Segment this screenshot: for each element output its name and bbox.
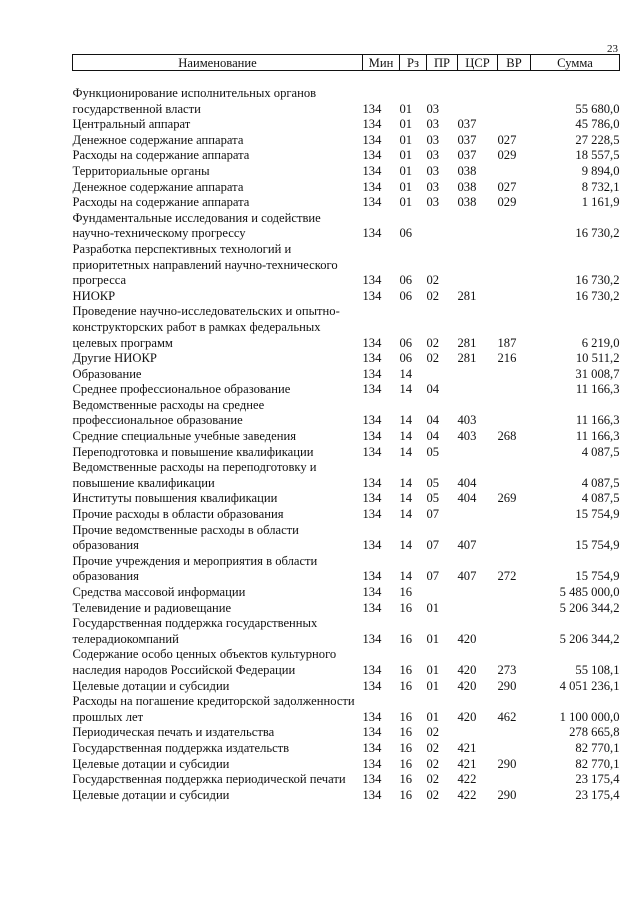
cell-sum: 4 051 236,1 xyxy=(559,678,620,693)
cell-sum: 8 732,1 xyxy=(581,179,620,194)
cell-csr: 281 xyxy=(457,351,477,366)
cell-rz: 16 xyxy=(399,772,413,787)
cell-sum: 16 730,2 xyxy=(575,273,620,288)
cell-rz: 16 xyxy=(399,756,413,771)
cell-pr: 04 xyxy=(426,413,440,428)
cell-vr xyxy=(498,725,531,741)
cell-rz: 06 xyxy=(399,273,413,288)
cell-min: 134 xyxy=(362,288,382,303)
cell-sum: 5 206 344,2 xyxy=(559,631,620,646)
cell-sum: 11 166,3 xyxy=(575,382,620,397)
cell-pr: 02 xyxy=(426,740,440,755)
cell-min: 134 xyxy=(362,413,382,428)
cell-name: Средства массовой информации xyxy=(72,585,246,599)
cell-sum: 16 730,2 xyxy=(575,226,620,241)
table-row xyxy=(73,554,620,585)
cell-name: Государственная поддержка периодической печати xyxy=(72,772,346,787)
table-row xyxy=(73,788,620,804)
cell-pr: 01 xyxy=(426,600,440,615)
cell-pr: 02 xyxy=(426,772,440,787)
cell-vr: 029 xyxy=(497,195,517,210)
cell-vr xyxy=(498,117,531,133)
cell-min: 134 xyxy=(362,366,382,381)
cell-sum: 55 680,0 xyxy=(575,101,620,116)
cell-pr: 02 xyxy=(426,288,440,303)
cell-vr xyxy=(498,445,531,461)
cell-vr xyxy=(498,367,531,383)
cell-pr: 07 xyxy=(426,569,440,584)
table-row xyxy=(73,148,620,164)
cell-vr xyxy=(498,616,531,647)
cell-min: 134 xyxy=(362,740,382,755)
cell-pr: 07 xyxy=(426,538,440,553)
cell-pr: 03 xyxy=(426,195,440,210)
cell-min: 134 xyxy=(362,709,382,724)
cell-rz: 14 xyxy=(399,475,413,490)
cell-name: Ведомственные расходы на переподготовку и повышение квалификации xyxy=(72,460,317,490)
cell-vr xyxy=(498,289,531,305)
cell-vr xyxy=(498,242,531,289)
cell-vr: 272 xyxy=(497,569,517,584)
cell-pr xyxy=(427,211,458,242)
cell-name: Институты повышения квалификации xyxy=(72,491,278,506)
table-row xyxy=(73,86,620,117)
cell-pr: 02 xyxy=(426,335,440,350)
table-row xyxy=(73,445,620,461)
table-row xyxy=(73,351,620,367)
cell-min: 134 xyxy=(362,382,382,397)
column-header-rz: Рз xyxy=(400,55,427,71)
table-row xyxy=(73,460,620,491)
cell-sum: 16 730,2 xyxy=(575,288,620,303)
cell-rz: 01 xyxy=(399,132,413,147)
cell-min: 134 xyxy=(362,585,382,599)
cell-name: Ведомственные расходы на среднее профессиональное образование xyxy=(72,397,265,428)
cell-sum: 55 108,1 xyxy=(575,662,620,677)
cell-sum: 10 511,2 xyxy=(575,351,620,366)
table-row xyxy=(73,211,620,242)
table-row xyxy=(73,117,620,133)
cell-csr: 038 xyxy=(457,163,477,178)
cell-csr xyxy=(458,601,498,617)
cell-name: Центральный аппарат xyxy=(72,117,191,132)
cell-name: Целевые дотации и субсидии xyxy=(72,678,230,693)
cell-pr: 03 xyxy=(426,117,440,132)
table-row xyxy=(73,367,620,383)
cell-sum: 5 206 344,2 xyxy=(559,600,620,615)
cell-min: 134 xyxy=(362,756,382,771)
table-row xyxy=(73,491,620,507)
cell-name: Расходы на погашение кредиторской задолженности прошлых лет xyxy=(72,694,355,724)
cell-rz: 14 xyxy=(399,538,413,553)
cell-sum: 1 100 000,0 xyxy=(559,709,620,724)
cell-vr xyxy=(498,460,531,491)
cell-pr: 03 xyxy=(426,148,440,163)
cell-rz: 16 xyxy=(399,678,413,693)
column-header-vr: ВР xyxy=(498,55,531,71)
cell-min: 134 xyxy=(362,351,382,366)
cell-pr: 03 xyxy=(426,163,440,178)
cell-csr xyxy=(458,445,498,461)
cell-rz: 14 xyxy=(399,569,413,584)
cell-csr: 281 xyxy=(457,288,477,303)
cell-name: Переподготовка и повышение квалификации xyxy=(72,444,314,459)
table-row xyxy=(73,585,620,601)
column-header-min: Мин xyxy=(363,55,400,71)
cell-pr: 01 xyxy=(426,709,440,724)
cell-rz: 16 xyxy=(399,709,413,724)
cell-sum: 45 786,0 xyxy=(575,117,620,132)
cell-vr: 290 xyxy=(497,756,517,771)
cell-min: 134 xyxy=(362,335,382,350)
cell-vr xyxy=(498,585,531,601)
cell-sum: 15 754,9 xyxy=(575,507,620,522)
cell-csr: 281 xyxy=(457,335,477,350)
cell-name: Функционирование исполнительных органов государственной власти xyxy=(72,86,317,116)
cell-csr xyxy=(458,507,498,523)
cell-rz: 14 xyxy=(399,366,413,381)
cell-name: Территориальные органы xyxy=(72,163,210,178)
cell-name: Государственная поддержка издательств xyxy=(72,740,290,755)
column-header-pr: ПР xyxy=(427,55,458,71)
cell-name: Расходы на содержание аппарата xyxy=(72,195,250,210)
cell-sum: 82 770,1 xyxy=(575,756,620,771)
cell-csr: 420 xyxy=(457,709,477,724)
cell-vr: 027 xyxy=(497,132,517,147)
cell-min: 134 xyxy=(362,179,382,194)
cell-min: 134 xyxy=(362,132,382,147)
cell-min: 134 xyxy=(362,163,382,178)
cell-csr: 038 xyxy=(457,179,477,194)
table-row xyxy=(73,679,620,695)
cell-name: Среднее профессиональное образование xyxy=(72,382,291,397)
cell-name: Целевые дотации и субсидии xyxy=(72,756,230,771)
table-row xyxy=(73,382,620,398)
column-header-csr: ЦСР xyxy=(458,55,498,71)
cell-csr xyxy=(458,585,498,601)
cell-rz: 01 xyxy=(399,163,413,178)
cell-pr: 02 xyxy=(426,351,440,366)
cell-name: Фундаментальные исследования и содействие научно-техническому прогрессу xyxy=(72,210,321,241)
table-row xyxy=(73,694,620,725)
cell-vr: 216 xyxy=(497,351,517,366)
cell-min: 134 xyxy=(362,117,382,132)
table-row xyxy=(73,616,620,647)
cell-sum: 23 175,4 xyxy=(575,787,620,802)
table-row xyxy=(73,647,620,678)
header-spacer xyxy=(73,71,620,87)
table-row xyxy=(73,429,620,445)
cell-min: 134 xyxy=(362,600,382,615)
table-row xyxy=(73,289,620,305)
cell-name: Прочие ведомственные расходы в области образования xyxy=(72,522,299,553)
table-body xyxy=(73,71,620,804)
cell-sum: 278 665,8 xyxy=(569,725,620,740)
cell-pr: 04 xyxy=(426,429,440,444)
cell-csr: 403 xyxy=(457,429,477,444)
cell-rz: 16 xyxy=(399,725,413,740)
cell-min: 134 xyxy=(362,195,382,210)
cell-name: Другие НИОКР xyxy=(72,351,157,366)
cell-vr: 027 xyxy=(497,179,517,194)
cell-csr: 037 xyxy=(457,148,477,163)
cell-vr xyxy=(498,741,531,757)
cell-rz: 14 xyxy=(399,444,413,459)
cell-sum: 4 087,5 xyxy=(581,444,620,459)
cell-min: 134 xyxy=(362,678,382,693)
cell-vr xyxy=(498,382,531,398)
cell-min: 134 xyxy=(362,429,382,444)
cell-pr: 03 xyxy=(426,101,440,116)
cell-rz: 16 xyxy=(399,662,413,677)
cell-min: 134 xyxy=(362,444,382,459)
cell-vr: 273 xyxy=(497,662,517,677)
cell-min: 134 xyxy=(362,491,382,506)
cell-vr: 290 xyxy=(497,787,517,802)
cell-min: 134 xyxy=(362,226,382,241)
cell-csr: 038 xyxy=(457,195,477,210)
cell-pr: 07 xyxy=(426,507,440,522)
cell-csr: 421 xyxy=(457,756,477,771)
table-row xyxy=(73,741,620,757)
cell-rz: 14 xyxy=(399,491,413,506)
cell-sum: 1 161,9 xyxy=(581,195,620,210)
cell-min: 134 xyxy=(362,569,382,584)
cell-rz: 06 xyxy=(399,335,413,350)
cell-vr: 029 xyxy=(497,148,517,163)
cell-rz: 16 xyxy=(399,600,413,615)
cell-csr xyxy=(458,86,498,117)
cell-rz: 06 xyxy=(399,288,413,303)
cell-csr: 422 xyxy=(457,772,477,787)
cell-rz: 14 xyxy=(399,429,413,444)
cell-csr: 422 xyxy=(457,787,477,802)
cell-sum: 11 166,3 xyxy=(575,429,620,444)
cell-min: 134 xyxy=(362,725,382,740)
cell-csr xyxy=(458,367,498,383)
cell-rz: 14 xyxy=(399,507,413,522)
cell-name: Денежное содержание аппарата xyxy=(72,132,244,147)
cell-csr: 404 xyxy=(457,475,477,490)
cell-vr: 290 xyxy=(497,678,517,693)
cell-sum: 6 219,0 xyxy=(581,335,620,350)
cell-vr: 462 xyxy=(497,709,517,724)
table-row xyxy=(73,242,620,289)
cell-vr xyxy=(498,772,531,788)
cell-pr: 02 xyxy=(426,756,440,771)
cell-rz: 01 xyxy=(399,179,413,194)
cell-rz: 16 xyxy=(399,585,413,599)
cell-min: 134 xyxy=(362,538,382,553)
cell-csr: 421 xyxy=(457,740,477,755)
cell-min: 134 xyxy=(362,148,382,163)
cell-sum: 11 166,3 xyxy=(575,413,620,428)
table-row xyxy=(73,601,620,617)
cell-name: Периодическая печать и издательства xyxy=(72,725,275,740)
cell-name: Денежное содержание аппарата xyxy=(72,179,244,194)
cell-name: Государственная поддержка государственных телерадиокомпаний xyxy=(72,616,318,646)
cell-vr xyxy=(498,86,531,117)
cell-vr xyxy=(498,164,531,180)
cell-rz: 06 xyxy=(399,226,413,241)
cell-pr: 01 xyxy=(426,662,440,677)
cell-rz: 06 xyxy=(399,351,413,366)
table-row xyxy=(73,304,620,351)
cell-sum: 15 754,9 xyxy=(575,538,620,553)
cell-pr: 01 xyxy=(426,678,440,693)
table-row xyxy=(73,195,620,211)
cell-pr: 03 xyxy=(426,132,440,147)
cell-pr xyxy=(427,367,458,383)
cell-pr: 01 xyxy=(426,631,440,646)
cell-name: Образование xyxy=(72,366,142,381)
cell-vr xyxy=(498,523,531,554)
cell-pr: 02 xyxy=(426,273,440,288)
cell-rz: 01 xyxy=(399,101,413,116)
table-row xyxy=(73,164,620,180)
cell-csr xyxy=(458,382,498,398)
cell-name: Расходы на содержание аппарата xyxy=(72,148,250,163)
cell-rz: 16 xyxy=(399,787,413,802)
cell-rz: 14 xyxy=(399,413,413,428)
cell-name: Прочие учреждения и мероприятия в области образования xyxy=(72,553,318,584)
cell-csr: 420 xyxy=(457,631,477,646)
cell-sum: 27 228,5 xyxy=(575,132,620,147)
cell-name: НИОКР xyxy=(72,288,116,303)
cell-name: Прочие расходы в области образования xyxy=(72,507,284,522)
table-row xyxy=(73,398,620,429)
table-row xyxy=(73,772,620,788)
column-header-name: Наименование xyxy=(73,55,363,71)
cell-csr: 407 xyxy=(457,569,477,584)
cell-min: 134 xyxy=(362,662,382,677)
cell-pr xyxy=(427,585,458,601)
cell-vr xyxy=(498,211,531,242)
cell-vr xyxy=(498,507,531,523)
cell-csr: 403 xyxy=(457,413,477,428)
cell-min: 134 xyxy=(362,101,382,116)
cell-vr xyxy=(498,601,531,617)
cell-name: Разработка перспективных технологий и приоритетных направлений научно-технического прогресса xyxy=(72,241,338,288)
cell-sum: 5 485 000,0 xyxy=(559,585,620,599)
cell-csr xyxy=(458,242,498,289)
cell-pr: 05 xyxy=(426,444,440,459)
cell-sum: 23 175,4 xyxy=(575,772,620,787)
cell-min: 134 xyxy=(362,787,382,802)
cell-csr: 404 xyxy=(457,491,477,506)
table-row xyxy=(73,507,620,523)
cell-csr: 407 xyxy=(457,538,477,553)
cell-rz: 14 xyxy=(399,382,413,397)
cell-csr: 420 xyxy=(457,662,477,677)
cell-csr xyxy=(458,211,498,242)
cell-min: 134 xyxy=(362,772,382,787)
cell-vr: 269 xyxy=(497,491,517,506)
cell-min: 134 xyxy=(362,507,382,522)
cell-sum: 18 557,5 xyxy=(575,148,620,163)
table-row xyxy=(73,180,620,196)
cell-sum: 82 770,1 xyxy=(575,740,620,755)
budget-table xyxy=(72,54,620,803)
cell-min: 134 xyxy=(362,475,382,490)
cell-csr: 037 xyxy=(457,132,477,147)
cell-rz: 16 xyxy=(399,631,413,646)
cell-name: Содержание особо ценных объектов культурного наследия народов Российской Федерации xyxy=(72,647,337,677)
table-row xyxy=(73,757,620,773)
cell-pr: 05 xyxy=(426,491,440,506)
table-row xyxy=(73,725,620,741)
cell-vr xyxy=(498,398,531,429)
cell-name: Телевидение и радиовещание xyxy=(72,600,232,615)
cell-pr: 02 xyxy=(426,787,440,802)
column-header-sum: Сумма xyxy=(531,55,620,71)
cell-vr: 187 xyxy=(497,335,517,350)
cell-pr: 05 xyxy=(426,475,440,490)
cell-pr: 02 xyxy=(426,725,440,740)
cell-name: Проведение научно-исследовательских и опытно-конструкторских работ в рамках федеральных целевых программ xyxy=(72,304,340,350)
cell-rz: 01 xyxy=(399,148,413,163)
cell-sum: 31 008,7 xyxy=(575,366,620,381)
cell-pr: 03 xyxy=(426,179,440,194)
cell-vr: 268 xyxy=(497,429,517,444)
table-row xyxy=(73,523,620,554)
table-row xyxy=(73,133,620,149)
cell-name: Целевые дотации и субсидии xyxy=(72,787,230,802)
cell-sum: 9 894,0 xyxy=(581,163,620,178)
cell-sum: 15 754,9 xyxy=(575,569,620,584)
cell-csr: 420 xyxy=(457,678,477,693)
table-header-row xyxy=(73,55,620,71)
cell-rz: 16 xyxy=(399,740,413,755)
cell-sum: 4 087,5 xyxy=(581,491,620,506)
cell-pr: 04 xyxy=(426,382,440,397)
cell-rz: 01 xyxy=(399,195,413,210)
cell-csr xyxy=(458,725,498,741)
page-number: 23 xyxy=(607,43,618,55)
cell-csr: 037 xyxy=(457,117,477,132)
cell-min: 134 xyxy=(362,631,382,646)
cell-name: Средние специальные учебные заведения xyxy=(72,429,297,444)
cell-sum: 4 087,5 xyxy=(581,475,620,490)
cell-rz: 01 xyxy=(399,117,413,132)
cell-min: 134 xyxy=(362,273,382,288)
